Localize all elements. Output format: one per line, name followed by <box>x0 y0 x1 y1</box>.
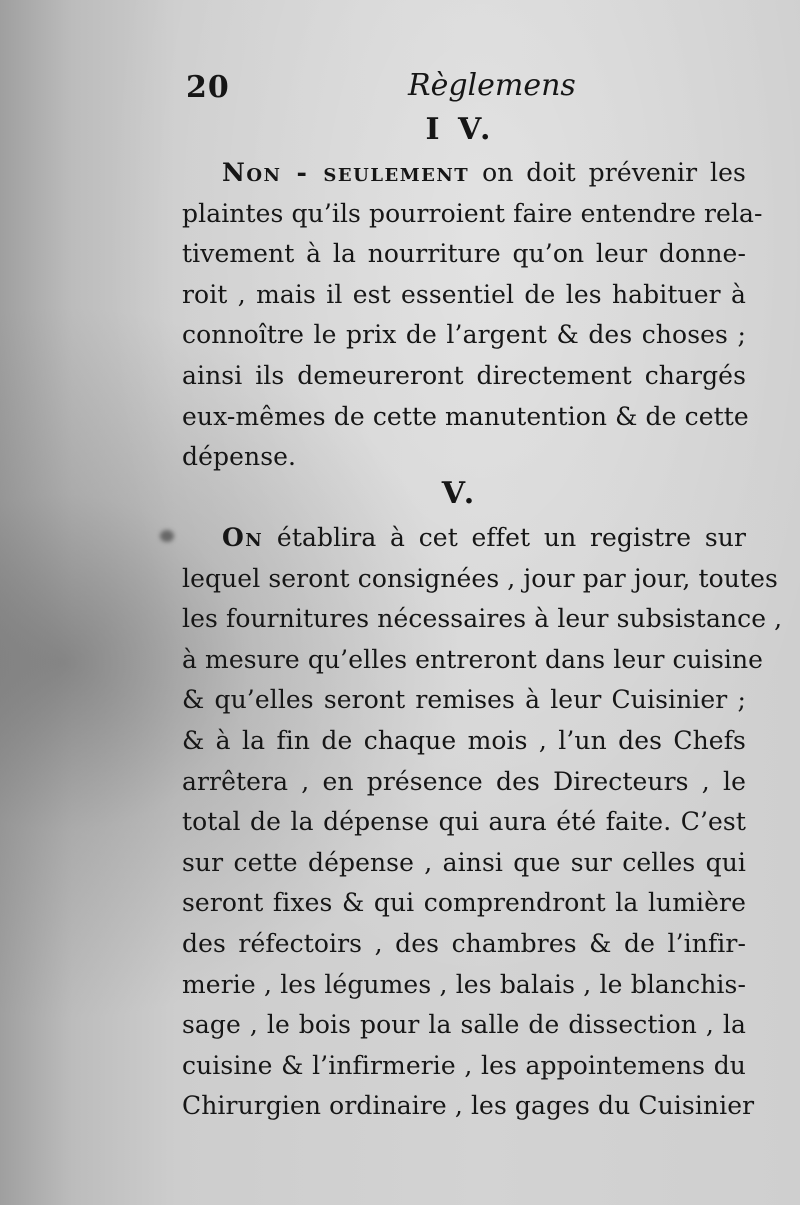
running-head <box>180 60 740 110</box>
text-line: total de la dépense qui aura été faite. C’est <box>182 807 746 837</box>
text-line: des réfectoirs , des chambres & de l’infir- <box>182 928 746 958</box>
text-line: les fournitures nécessaires à leur subsistance , <box>182 604 783 634</box>
text-line: merie , les légumes , les balais , le blanchis- <box>182 969 746 999</box>
text-line: cuisine & l’infirmerie , les appointemens du <box>182 1050 746 1080</box>
lead-word: Non - seulement <box>222 158 470 187</box>
text-line: Non - seulement on doit prévenir les <box>222 158 746 187</box>
text-line: roit , mais il est essentiel de les habituer à <box>182 279 746 309</box>
text-line: lequel seront consignées , jour par jour, toutes <box>182 563 778 593</box>
text-line: sage , le bois pour la salle de dissection , la <box>182 1010 746 1040</box>
text-line: dépense. <box>182 442 297 472</box>
lead-word: On <box>222 523 264 552</box>
text-line: eux-mêmes de cette manutention & de cette <box>182 401 749 431</box>
text-line: & à la fin de chaque mois , l’un des Chefs <box>182 725 746 755</box>
text-line: arrêtera , en présence des Directeurs , le <box>182 766 746 796</box>
text-line: & qu’elles seront remises à leur Cuisinier ; <box>182 685 746 715</box>
text-line: sur cette dépense , ainsi que sur celles qui <box>182 847 746 877</box>
section-heading-iv: I V. <box>425 112 495 147</box>
text-line: seront fixes & qui comprendront la lumière <box>182 888 746 918</box>
text-line: On établira à cet effet un registre sur <box>222 523 746 552</box>
text-line: tivement à la nourriture qu’on leur donne- <box>182 239 746 269</box>
section-v-text <box>182 518 783 1127</box>
text-line: Chirurgien ordinaire , les gages du Cuisinier <box>182 1091 755 1121</box>
text-line: connoître le prix de l’argent & des choses ; <box>182 320 746 350</box>
running-title: Règlemens <box>408 68 576 103</box>
section-heading-v: V. <box>441 476 479 511</box>
text-line: à mesure qu’elles entreront dans leur cuisine <box>182 644 764 674</box>
section-iv-text <box>182 153 763 478</box>
text-line: ainsi ils demeureront directement chargés <box>182 360 746 390</box>
page-number: 20 <box>186 70 230 105</box>
ink-smudge <box>160 530 174 542</box>
text-line: plaintes qu’ils pourroient faire entendre rela- <box>182 198 763 228</box>
